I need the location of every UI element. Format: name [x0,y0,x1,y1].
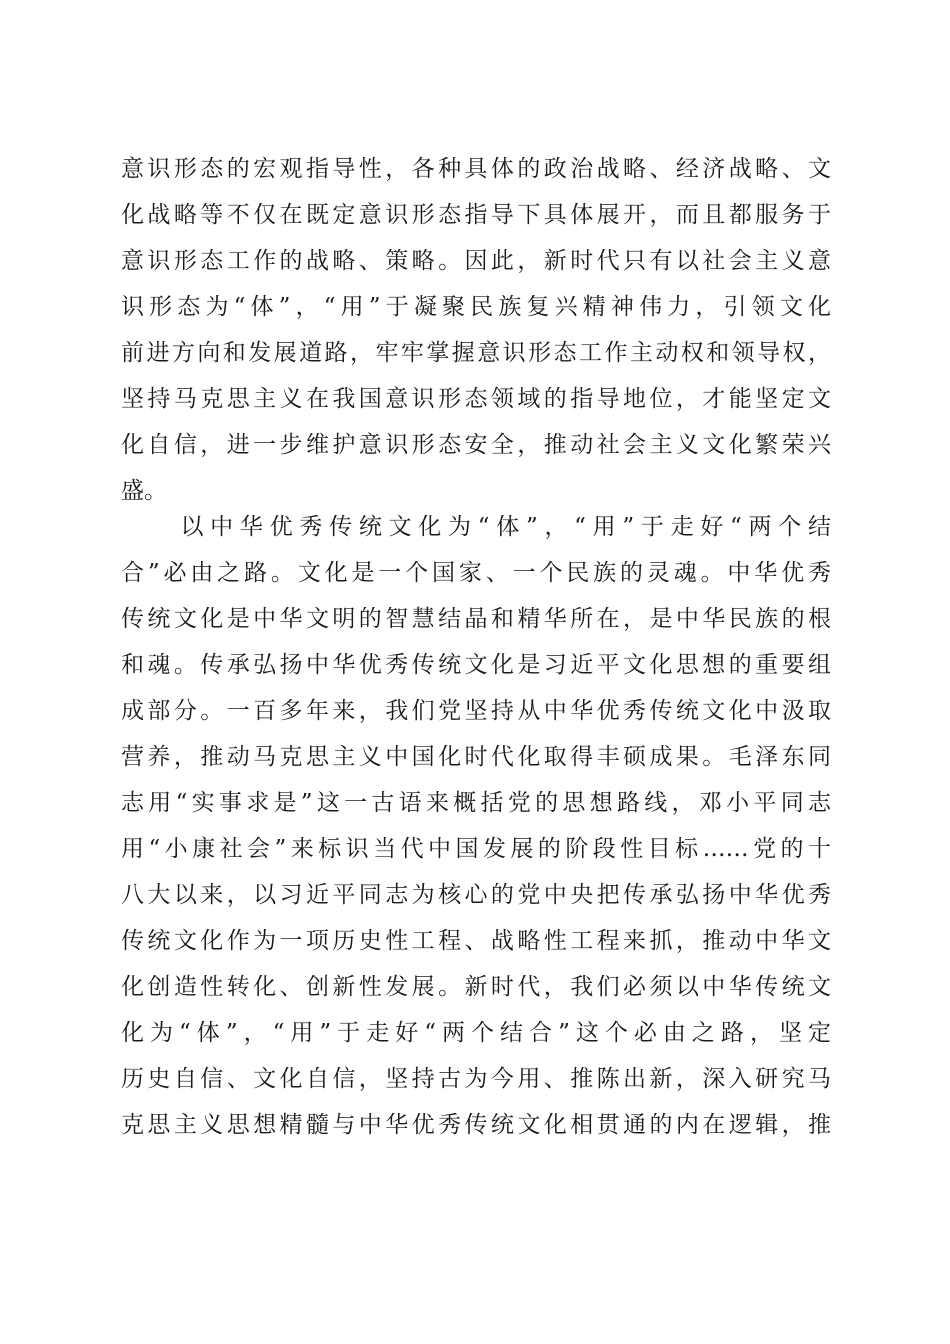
text-line: 历史自信、文化自信，坚持古为今用、推陈出新，深入研究马 [121,1066,831,1092]
text-line: 化战略等不仅在既定意识形态指导下具体展开，而且都服务于 [121,202,831,228]
text-line: 化为“体”，“用”于走好“两个结合”这个必由之路，坚定 [121,1020,831,1046]
text-line: 克思主义思想精髓与中华优秀传统文化相贯通的内在逻辑，推 [121,1112,831,1138]
text-line: 意识形态的宏观指导性，各种具体的政治战略、经济战略、文 [121,156,831,182]
text-line: 传统文化作为一项历史性工程、战略性工程来抓，推动中华文 [121,928,831,954]
text-line: 前进方向和发展道路，牢牢掌握意识形态工作主动权和领导权， [121,340,831,366]
text-line: 志用“实事求是”这一古语来概括党的思想路线，邓小平同志 [121,790,831,816]
paragraph-traditional-culture [121,504,831,1148]
text-line: 化自信，进一步维护意识形态安全，推动社会主义文化繁荣兴 [121,432,831,458]
text-line: 传统文化是中华文明的智慧结晶和精华所在，是中华民族的根 [121,606,831,632]
text-line: 用“小康社会”来标识当代中国发展的阶段性目标……党的十 [121,836,831,862]
paragraph-ideology [121,146,831,514]
text-line: 成部分。一百多年来，我们党坚持从中华优秀传统文化中汲取 [121,698,831,724]
text-line: 化创造性转化、创新性发展。新时代，我们必须以中华传统文 [121,974,831,1000]
text-line: 盛。 [121,478,167,504]
text-line: 和魂。传承弘扬中华优秀传统文化是习近平文化思想的重要组 [121,652,831,678]
text-line: 以中华优秀传统文化为“体”，“用”于走好“两个结 [121,514,831,540]
text-line: 意识形态工作的战略、策略。因此，新时代只有以社会主义意 [121,248,831,274]
text-line: 识形态为“体”，“用”于凝聚民族复兴精神伟力，引领文化 [121,294,831,320]
text-line: 营养，推动马克思主义中国化时代化取得丰硕成果。毛泽东同 [121,744,831,770]
text-line: 合”必由之路。文化是一个国家、一个民族的灵魂。中华优秀 [121,560,831,586]
text-line: 八大以来，以习近平同志为核心的党中央把传承弘扬中华优秀 [121,882,831,908]
text-line: 坚持马克思主义在我国意识形态领域的指导地位，才能坚定文 [121,386,831,412]
